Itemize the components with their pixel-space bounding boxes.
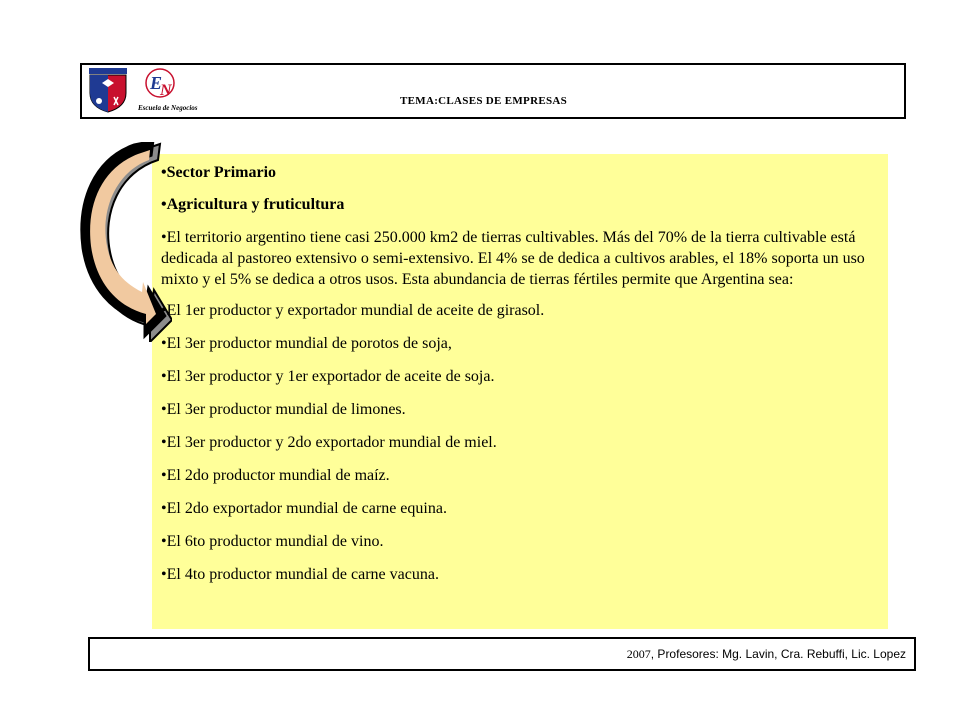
footer-credits-text: , Profesores: Mg. Lavin, Cra. Rebuffi, Lic. Lopez bbox=[650, 647, 906, 661]
school-shield-logo bbox=[88, 67, 128, 113]
list-item: •El 2do exportador mundial de carne equina. bbox=[161, 500, 447, 517]
list-item: •Agricultura y fruticultura bbox=[161, 196, 345, 213]
list-item: •El 2do productor mundial de maíz. bbox=[161, 467, 390, 484]
list-item: •El 3er productor mundial de limones. bbox=[161, 401, 406, 418]
footer-box bbox=[88, 637, 916, 671]
list-item: •El 3er productor y 1er exportador de aceite de soja. bbox=[161, 368, 495, 385]
list-item: •El 1er productor y exportador mundial de aceite de girasol. bbox=[161, 302, 545, 319]
list-item: •El territorio argentino tiene casi 250.000 km2 de tierras cultivables. Más del 70% de la tierra cultivable está dedicada al pastoreo extensivo o semi-extensivo. El 4% se de dedica a cultivos arables, el 18% soporta un uso mixto y el 5% se dedica a otros usos. Esta abundancia de tierras fértiles permite que Argentina sea: bbox=[161, 229, 865, 288]
svg-text:E: E bbox=[150, 73, 163, 93]
list-item: •El 3er productor y 2do exportador mundial de miel. bbox=[161, 434, 497, 451]
list-item: •El 6to productor mundial de vino. bbox=[161, 533, 384, 550]
footer-year: 2007 bbox=[626, 647, 651, 661]
curved-arrow-icon bbox=[80, 142, 172, 342]
header-box bbox=[80, 63, 906, 119]
list-item: •Sector Primario bbox=[161, 164, 277, 181]
logo-em-text: Escuela de Negocios bbox=[138, 104, 198, 112]
svg-text:N: N bbox=[160, 82, 172, 99]
list-item: •El 3er productor mundial de porotos de soja, bbox=[161, 335, 452, 352]
escuela-negocios-logo bbox=[138, 67, 200, 113]
bullet-list bbox=[161, 163, 881, 598]
list-item: •El 4to productor mundial de carne vacuna. bbox=[161, 566, 439, 583]
footer-credits bbox=[627, 647, 906, 662]
page-title: TEMA:CLASES DE EMPRESAS bbox=[400, 95, 568, 107]
